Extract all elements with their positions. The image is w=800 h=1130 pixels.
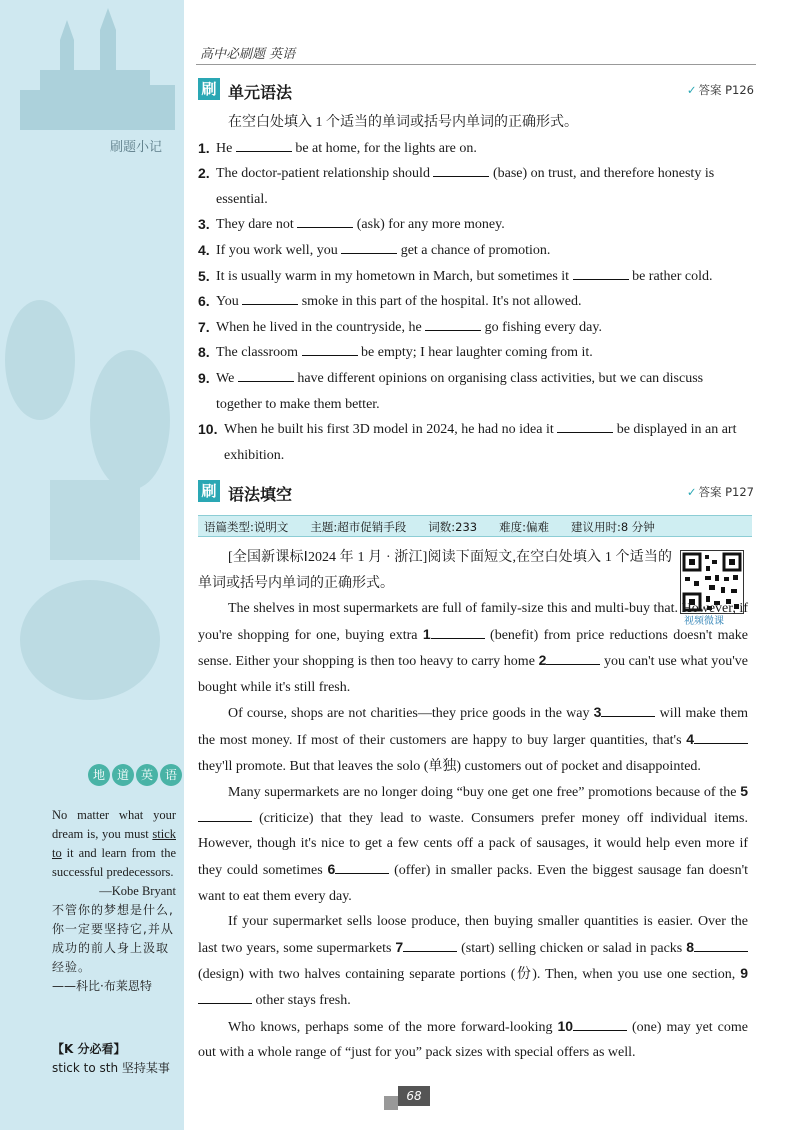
info-words: 词数:233 xyxy=(428,520,478,534)
quote-zh: 不管你的梦想是什么,你一定要坚持它,并从成功的前人身上汲取经验。 xyxy=(52,903,174,974)
answer-blank[interactable] xyxy=(302,341,358,356)
answer-blank[interactable] xyxy=(425,316,481,331)
answer-blank[interactable] xyxy=(238,367,294,382)
k-box xyxy=(52,1040,176,1078)
exercise-item: 1. He be at home, for the lights are on. xyxy=(198,136,750,162)
passage-body xyxy=(198,596,748,1066)
exercise-item: 2. The doctor-patient relationship should (base) on trust, and therefore honesty is essential. xyxy=(198,161,750,212)
section-mark-icon: 刷 xyxy=(198,480,220,502)
quote-en: No matter what your dream is, you must stick to it and learn from the successful predecessors. xyxy=(52,808,176,879)
instruction: 在空白处填入 1 个适当的单词或括号内单词的正确形式。 xyxy=(228,115,578,130)
paragraph: Who knows, perhaps some of the more forward-looking 10 (one) may yet come out with a whole range of “just for you” pack sizes with special offers as well. xyxy=(198,1017,748,1061)
exercise-item: 10. When he built his first 3D model in 2024, he had no idea it be displayed in an art exhibition. xyxy=(198,417,750,468)
answer-blank[interactable] xyxy=(573,1016,627,1031)
answer-blank[interactable] xyxy=(694,937,748,952)
page-decoration xyxy=(384,1096,398,1110)
section2-title: 语法填空 xyxy=(228,485,293,504)
badge-char: 语 xyxy=(160,764,182,786)
idiom-badge xyxy=(88,764,182,786)
badge-char: 地 xyxy=(88,764,110,786)
answer-blank[interactable] xyxy=(198,807,252,822)
badge-char: 英 xyxy=(136,764,158,786)
passage-intro: [全国新课标Ⅰ2024 年 1 月 · 浙江]阅读下面短文,在空白处填入 1 个适当的单词或括号内单词的正确形式。 xyxy=(198,550,672,591)
answer-blank[interactable] xyxy=(242,290,298,305)
video-lesson-label[interactable]: 视频微课 xyxy=(684,616,724,627)
k-text: stick to sth 坚持某事 xyxy=(52,1061,170,1075)
exercise-item: 5. It is usually warm in my hometown in March, but sometimes it be rather cold. xyxy=(198,264,750,290)
answer-ref: ✓ 答案 P126 xyxy=(686,83,754,97)
paragraph: Of course, shops are not charities—they price goods in the way 3 will make them the most money. If most of their customers are happy to buy larger quantities, that's 4 they'll promote. But that leaves the solo (单独) customers out of pocket and disappointed. xyxy=(198,704,748,774)
exercise-item: 7. When he lived in the countryside, he go fishing every day. xyxy=(198,315,750,341)
answer-blank[interactable] xyxy=(403,937,457,952)
notebook-label: 刷题小记 xyxy=(110,140,163,155)
paragraph: Many supermarkets are no longer doing “buy one get one free” promotions because of the 5 (criticize) that they lead to waste. Consumers prefer money off individual items. However, though it's nice to get a few cents off a pack of sausages, it would help even more if they could sometimes 6 (offer) in smaller packs. Even the biggest sausage fan doesn't want to eat them every day. xyxy=(198,783,748,904)
badge-char: 道 xyxy=(112,764,134,786)
quote-block xyxy=(52,806,176,996)
answer-blank[interactable] xyxy=(198,989,252,1004)
answer-blank[interactable] xyxy=(601,702,655,717)
answer-blank[interactable] xyxy=(297,213,353,228)
exercise-item: 8. The classroom be empty; I hear laughter coming from it. xyxy=(198,340,750,366)
check-icon: ✓ xyxy=(686,485,697,499)
answer-blank[interactable] xyxy=(433,162,489,177)
answer-blank[interactable] xyxy=(236,137,292,152)
exercise-item: 3. They dare not (ask) for any more money. xyxy=(198,212,750,238)
passage-info-bar xyxy=(198,515,752,537)
sidebar xyxy=(0,0,184,1130)
section1-header xyxy=(198,78,754,102)
info-difficulty: 难度:偏难 xyxy=(499,520,549,534)
page-number: 68 xyxy=(398,1086,430,1106)
answer-blank[interactable] xyxy=(694,729,748,744)
answer-blank[interactable] xyxy=(431,624,485,639)
k-title: 【K 分必看】 xyxy=(52,1042,126,1056)
answer-blank[interactable] xyxy=(341,239,397,254)
answer-blank[interactable] xyxy=(546,650,600,665)
castle-illustration xyxy=(0,0,184,760)
answer-ref: ✓ 答案 P127 xyxy=(686,485,754,499)
section-mark-icon: 刷 xyxy=(198,78,220,100)
answer-blank[interactable] xyxy=(335,859,389,874)
exercise-item: 9. We have different opinions on organising class activities, but we can discuss together to make them better. xyxy=(198,366,750,417)
section1-title: 单元语法 xyxy=(228,83,293,102)
quote-zh-author: ——科比·布莱恩特 xyxy=(52,979,152,993)
exercise-item: 4. If you work well, you get a chance of promotion. xyxy=(198,238,750,264)
paragraph: The shelves in most supermarkets are full of family-size this and multi-buy that. However, if you're shopping for one, buying extra 1 (benefit) from price reductions doesn't make sense. Either your shopping is then too heavy to carry home 2 you can't use what you've bought while it's still fresh. xyxy=(198,601,748,695)
answer-blank[interactable] xyxy=(557,418,613,433)
answer-blank[interactable] xyxy=(573,265,629,280)
paragraph: If your supermarket sells loose produce, then buying smaller quantities is easier. Over the last two years, some supermarkets 7 (start) selling chicken or salad in packs 8 (design) with two halves containing separate portions (份). Then, when you use one section, 9 other stays fresh. xyxy=(198,914,748,1008)
info-topic: 主题:超市促销手段 xyxy=(310,520,407,534)
section2-header xyxy=(198,480,754,504)
info-type: 语篇类型:说明文 xyxy=(204,520,289,534)
quote-author: —Kobe Bryant xyxy=(99,884,176,898)
info-time: 建议用时:8 分钟 xyxy=(570,520,655,534)
exercise-item: 6. You smoke in this part of the hospital. It's not allowed. xyxy=(198,289,750,315)
running-title: 高中必刷题 英语 xyxy=(200,47,296,62)
header-rule xyxy=(196,64,756,65)
section1-body xyxy=(198,110,750,468)
check-icon: ✓ xyxy=(686,83,697,97)
